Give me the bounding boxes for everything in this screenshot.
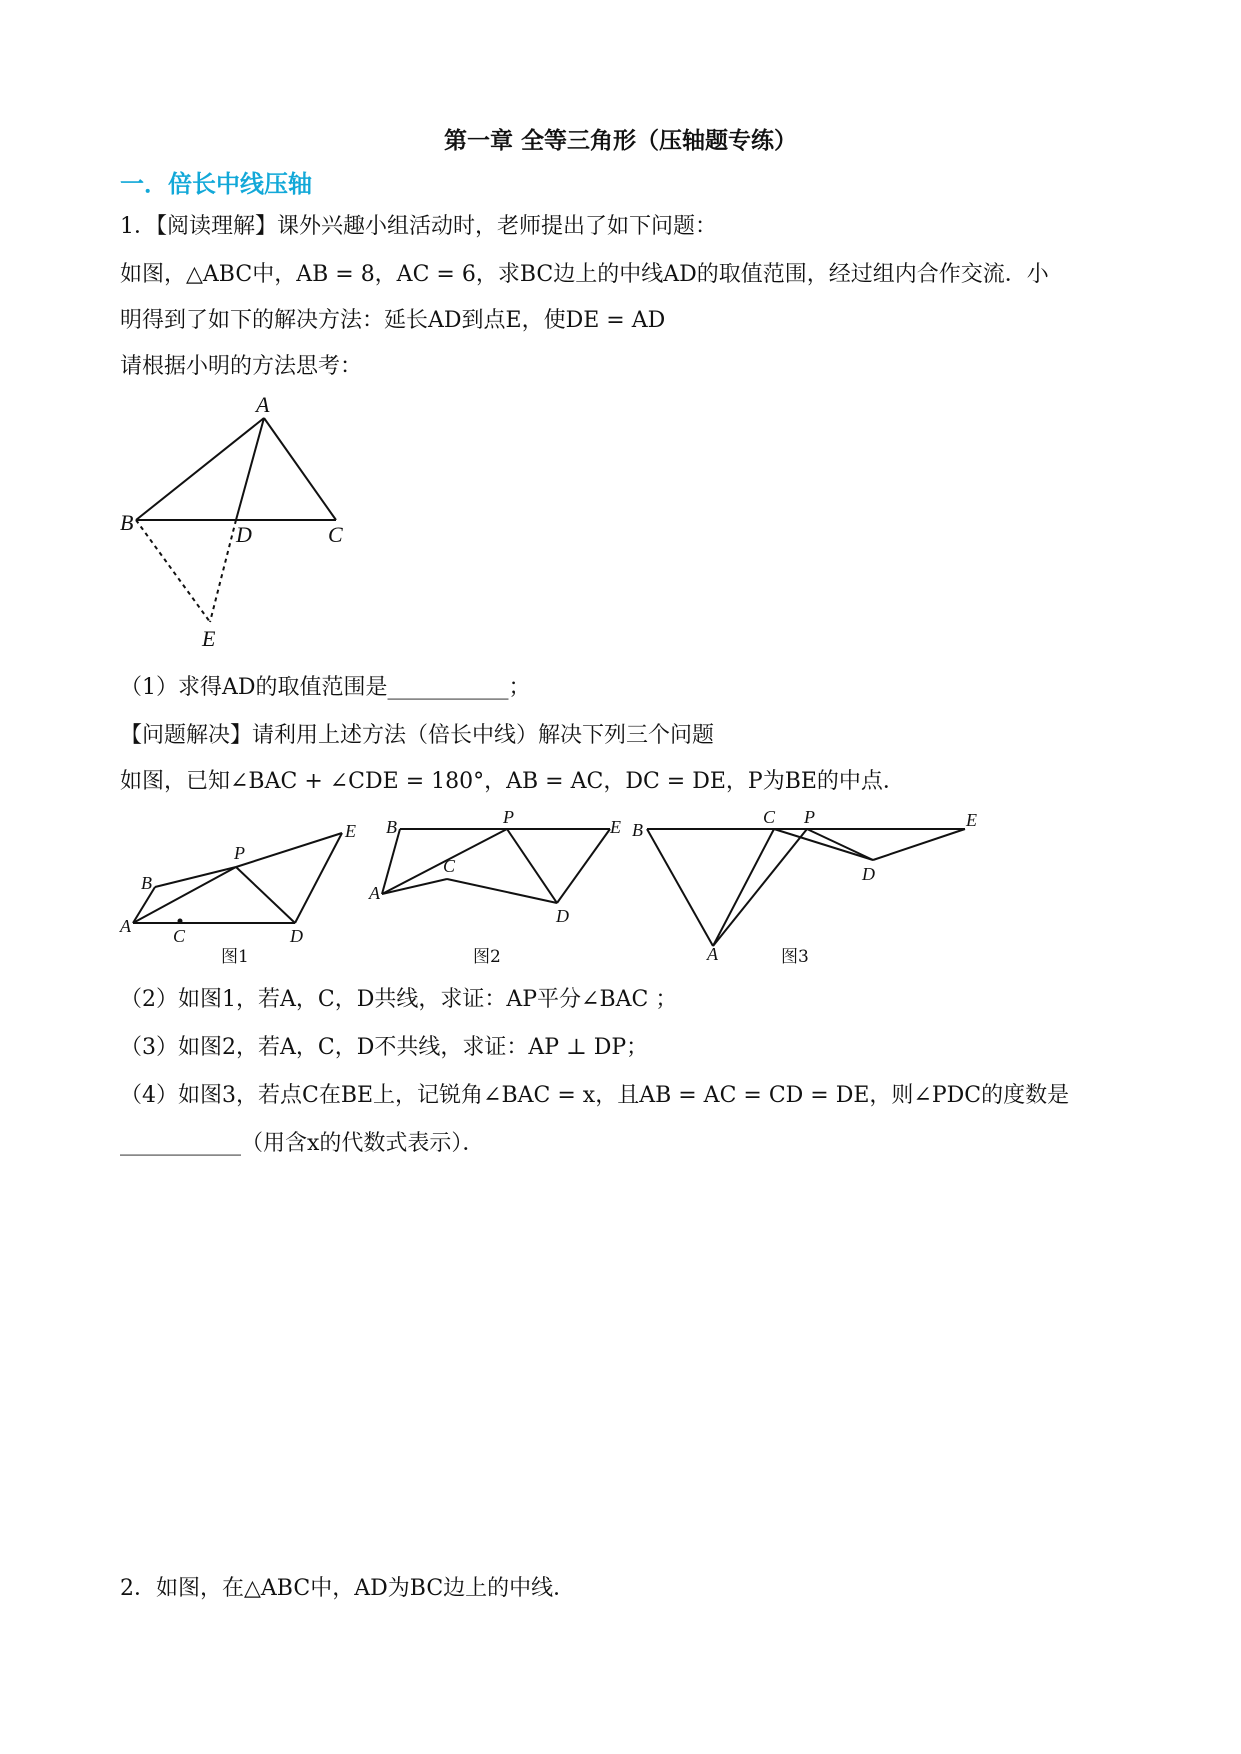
fig3-label-B: B [632,820,643,840]
label-E: E [202,626,216,651]
fig1-label-P: P [234,843,245,863]
q1-part2: （2）如图1，若A，C，D共线，求证：AP平分∠BAC ； [120,987,678,1012]
q1-instruction: 请根据小明的方法思考： [120,354,363,379]
q1-statement-line1: 如图，△ABC中，AB = 8，AC = 6，求BC边上的中线AD的取值范围，经过组内合作交流．小 [120,262,1049,287]
fig2-label-P: P [503,807,514,827]
segment-BE [136,520,210,622]
figure-main [136,418,336,622]
q1-part4-line2: ___________（用含x的代数式表示）． [120,1131,485,1156]
fig1-label-B: B [141,873,152,893]
fig3-label-D: D [862,864,875,884]
q1-statement-line2: 明得到了如下的解决方法：延长AD到点E，使DE = AD [120,308,666,333]
q1-part4-line1: （4）如图3，若点C在BE上，记锐角∠BAC = x，且AB = AC = CD = DE，则∠PDC的度数是 [120,1083,1070,1108]
fig1-label-E: E [345,821,356,841]
section-heading: 一．倍长中线压轴 [120,170,312,198]
fig2-label-D: D [556,906,569,926]
fig1-caption: 图1 [221,947,249,967]
fig1-label-D: D [290,926,303,946]
figure-2 [382,829,610,903]
label-D: D [236,522,252,547]
q2-statement: 2．如图，在△ABC中，AD为BC边上的中线． [120,1576,576,1601]
label-B: B [120,510,134,535]
fig3-label-A: A [707,944,718,964]
segment-AD [236,418,264,520]
fig3-label-P: P [804,807,815,827]
fig2-label-E: E [610,817,621,837]
label-C: C [328,522,343,547]
fig1-label-C: C [173,926,186,946]
q1-intro: 1．【阅读理解】课外兴趣小组活动时，老师提出了如下问题： [120,214,717,239]
q1-given: 如图，已知∠BAC + ∠CDE = 180°，AB = AC，DC = DE，P为BE的中点． [120,769,905,794]
segment-AB [136,418,264,520]
fig1-label-A: A [120,916,131,936]
fig2-label-C: C [443,856,456,876]
q1-problem-solving: 【问题解决】请利用上述方法（倍长中线）解决下列三个问题 [120,723,715,748]
fig2-label-A: A [369,883,380,903]
figure-3 [647,829,965,946]
page-title: 第一章 全等三角形（压轴题专练） [443,128,797,154]
fig2-label-B: B [386,817,397,837]
q1-part1: （1）求得AD的取值范围是___________； [120,675,531,700]
fig3-label-C: C [763,807,776,827]
label-A: A [256,392,270,417]
q1-part3: （3）如图2，若A，C，D不共线，求证：AP ⊥ DP； [120,1035,649,1060]
fig3-label-E: E [966,810,977,830]
segment-DE [210,520,236,622]
fig3-caption: 图3 [781,947,809,967]
fig2-caption: 图2 [473,947,501,967]
segment-AC [264,418,336,520]
fig1-point-C [178,919,183,924]
